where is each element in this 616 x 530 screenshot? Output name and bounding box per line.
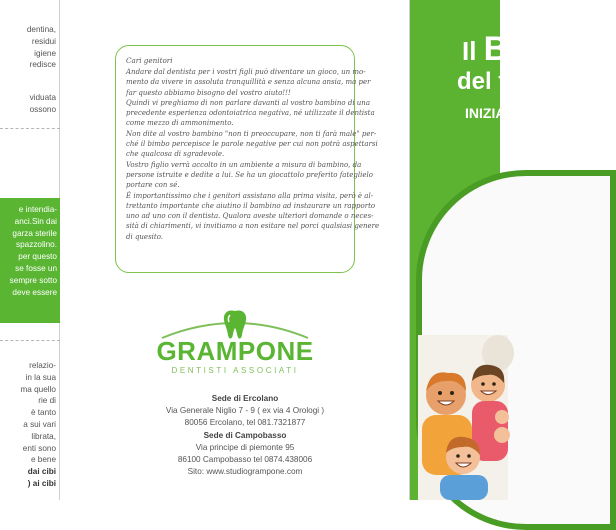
text-line: per questo — [18, 252, 57, 262]
text-line: e intendia- — [18, 205, 57, 214]
letter-line: precedente esperienza odontoiatrica negativa, né utilizzate il dentista — [126, 109, 375, 118]
cover-title-line-3: INIZIA — [465, 105, 506, 121]
letter-greeting: Cari genitori — [126, 56, 173, 65]
text-line: librata, — [31, 431, 56, 441]
address-line: Via Generale Niglio 7 - 9 ( ex via 4 Orologi ) — [165, 406, 325, 416]
letter-line: Non dite al vostro bambino "non ti preoccupare, non ti farà male" per- — [126, 129, 377, 138]
text-line: viduata — [29, 93, 56, 102]
left-text-block-1 — [0, 24, 56, 71]
letter-line: di quesito. — [126, 232, 164, 241]
letter-line: mento da vivere in assoluta tranquillità e senza alcuna ansia, ma per — [126, 78, 371, 87]
letter-line: portare con sé. — [126, 181, 180, 190]
letter-line: trettanto importante che aiutino il bambino ad instaurare un rapporto — [126, 201, 376, 210]
letter-line: Quindi vi preghiamo di non parlare davanti al vostro bambino di una — [126, 98, 370, 107]
text-line: relazio- — [29, 361, 56, 370]
text-line: è tanto — [30, 408, 56, 418]
logo-name: GRAMPONE — [156, 336, 314, 366]
left-green-text — [0, 204, 57, 298]
text-line: deve essere — [12, 287, 57, 297]
sede-campobasso-heading: Sede di Campobasso — [203, 430, 287, 440]
logo-subtitle: DENTISTI ASSOCIATI — [171, 366, 299, 375]
left-green-box — [0, 198, 60, 323]
middle-panel — [60, 0, 410, 500]
letter-line: È importantissimo che i genitori assistano alla prima visita, però è al- — [126, 191, 374, 200]
letter-line: sità di chiarimenti, vi invitiamo a non esitare nel porci qualsiasi genere — [126, 222, 380, 231]
text-line: in la sua — [25, 372, 56, 382]
cover-title-line-1 — [462, 30, 508, 69]
text-line: e bene — [30, 455, 56, 465]
letter-line: ché il bimbo percepisce le parole negative per cui non potrà aspettarsi — [126, 140, 378, 149]
text-line: dai cibi — [27, 467, 56, 477]
children-photo — [418, 335, 508, 500]
website-line: Sito: www.studiogrampone.com — [187, 467, 303, 477]
cover-title-line-2: del t — [457, 68, 507, 95]
text-line: igiene — [34, 48, 56, 58]
letter-line: Vostro figlio verrà accolto in un ambiente a misura di bambino, da — [126, 160, 362, 169]
title-text: Il — [462, 36, 484, 66]
text-line: spazzolino. — [16, 240, 57, 250]
letter-body — [126, 67, 380, 242]
left-panel — [0, 0, 60, 500]
letter-line: Andare dal dentista per i vostri figli può diventare un gioco, un mo- — [126, 68, 366, 76]
text-line: enti sono — [22, 443, 56, 453]
address-line: Via principe di piemonte 95 — [195, 442, 295, 452]
text-line: ma quello — [20, 384, 56, 394]
parents-letter-box — [115, 45, 380, 273]
dashed-divider — [0, 340, 60, 341]
text-line: residui — [31, 36, 56, 46]
sede-ercolano-heading: Sede di Ercolano — [211, 394, 279, 403]
text-line: ossono — [29, 104, 56, 114]
letter-line: che qualcosa di sgradevole. — [126, 150, 225, 159]
letter-line: come mezzo di ammonimento. — [126, 119, 234, 128]
text-line: dentina, — [26, 25, 56, 34]
left-text-block-3 — [0, 360, 56, 490]
text-line: redisce — [29, 60, 56, 70]
letter-line: uno ad uno con il dentista. Qualora aveste ulteriori domande o neces- — [126, 212, 374, 221]
letter-line: far questo abbiamo bisogno del vostro aiuto!!! — [126, 88, 291, 97]
text-line: sempre sotto — [9, 275, 57, 285]
text-line: se fosse un — [15, 263, 57, 273]
address-line: 86100 Campobasso tel 0874.438006 — [177, 455, 313, 465]
letter-line: persone istruite e dedite a lui. Se ha un giocattolo preferito fateglielo — [126, 170, 373, 179]
address-block — [140, 393, 350, 478]
address-line: 80056 Ercolano, tel 081.7321877 — [184, 418, 306, 428]
left-text-block-2 — [0, 92, 56, 116]
grampone-logo — [150, 308, 330, 378]
text-line: garza sterile — [12, 228, 57, 238]
text-line: anci.Sin dai — [14, 216, 57, 226]
text-line: a sui vari — [23, 419, 56, 429]
text-line: ) ai cibi — [27, 478, 56, 488]
title-text: B — [483, 30, 509, 68]
dashed-divider — [0, 128, 60, 129]
text-line: rie di — [38, 396, 56, 406]
right-cover-panel — [410, 0, 509, 500]
